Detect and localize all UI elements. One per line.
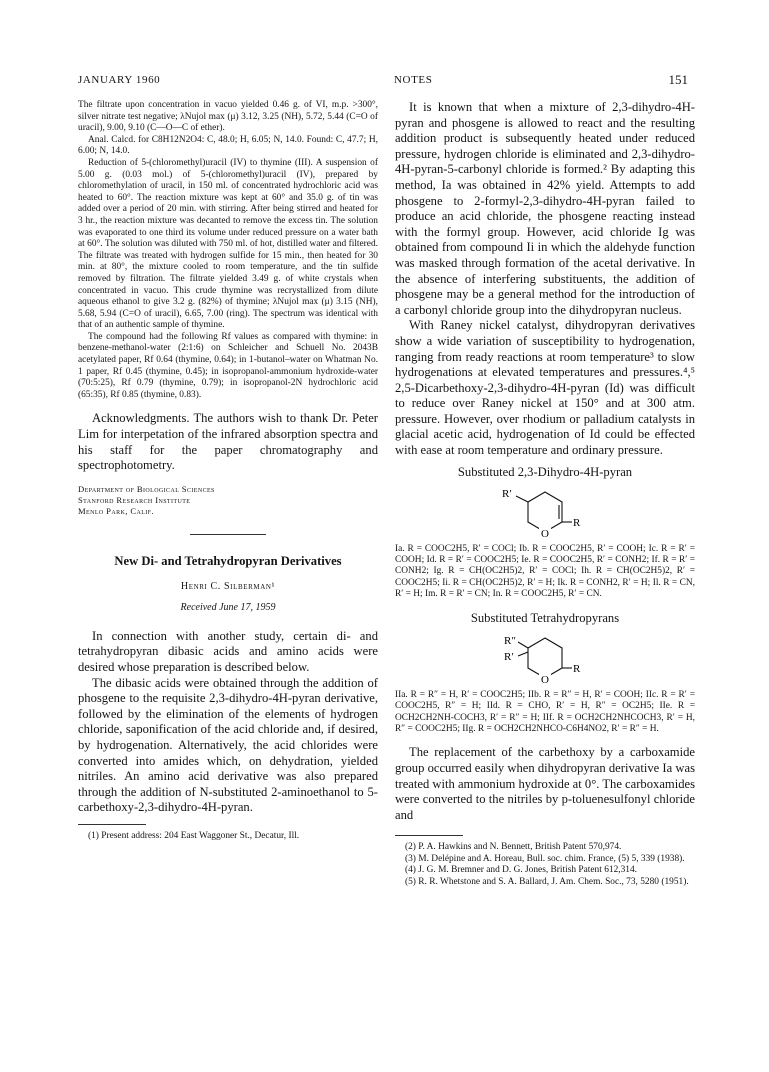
compound-definitions: IIa. R = R″ = H, R′ = COOC2H5; IIb. R = R″ = H, R′ = COOH; IIc. R = R′ = COOC2H5, R″ = H; IId. R = CHO, R′ = H, R″ = OC2H5; IIe. R = OCH2CH2NH-COCH3, R′ = R″ = H; IIf. R = OCH2CH2NHCOCH3, R′ = H, R″ = COOC2H5; IIg. R = OCH2CH2NHCO-C6H4NO2, R′ = R″ = H. <box>395 689 695 734</box>
footnote: (5) R. R. Whetstone and S. A. Ballard, J. Am. Chem. Soc., 73, 5280 (1951). <box>405 877 689 888</box>
reduction-paragraph: Reduction of 5-(chloromethyl)uracil (IV) to thymine (III). A suspension of 5.00 g. (0.03 mol.) of 5-(chloromethyl)uracil (IV), prepared by chloromethylation of uracil, in 150 ml. of concentrated hydrochloric acid was heated to 60°. The reaction mixture was kept at 60° and 35.0 g. of tin was added over a period of 20 min. with stirring. After being stirred and heated for 3 hr., the reaction mixture was decanted to remove the excess tin. The solution was evaporated to one third its volume under reduced pressure on a water bath at 60°. The solution was diluted with 750 ml. of hot, distilled water and filtered. The filtrate was treated with hydrogen sulfide for 15 min., then heated for 30 min. at 80°, the mixture cooled to room temperature, and the tin sulfide removed by filtration. The filtrate yielded 3.49 g. of white crystals when concentrated in vacuo. This crude thymine was recrystallized from dilute aqueous ethanol to give 3.2 g. (82%) of thymine; λNujol max (μ) 3.15 (NH), 5.68, 5.94 (C=O of uracil), 6.65, 7.00 (ring). The spectrum was identical with that of an authentic sample of thymine. <box>78 157 378 331</box>
substituent-label: R′ <box>504 650 514 663</box>
affiliation-line: Department of Biological Sciences <box>78 483 215 494</box>
intro-paragraph: The dibasic acids were obtained through the addition of phosgene to the requisite 2,3-dihydro-4H-pyran derivative, followed by the elimination of the elements of hydrogen chloride, saponification of the acid chloride and, if desired, by hydrogenation. Alternatively, the acid chlorides were converted into amides which, on dehydration, yielded nitriles. An amino acid derivative was also prepared through the addition of N-substituted 2-aminoethanol to 5-carbethoxy-2,3-dihydro-4H-pyran. <box>78 675 378 815</box>
figure-caption: Substituted 2,3-Dihydro-4H-pyran <box>457 464 633 479</box>
figure-caption: Substituted Tetrahydropyrans <box>470 610 620 625</box>
tetrahydropyran-structure <box>500 630 590 688</box>
prev-paragraph: The filtrate upon concentration in vacuo yielded 0.46 g. of VI, m.p. >300°, silver nitrate test negative; λNujol max (μ) 3.12, 3.25 (NH), 5.72, 5.44 (C=O of uracil), 9.00, 9.10 (C—O—C of ether). <box>78 100 378 134</box>
footnote: (2) P. A. Hawkins and N. Bennett, British Patent 570,974. <box>405 842 622 853</box>
affiliation-line: Menlo Park, Calif. <box>78 505 154 516</box>
substituent-label: R <box>573 516 581 529</box>
footnote: (1) Present address: 204 East Waggoner St., Decatur, Ill. <box>88 830 300 841</box>
body-paragraph: With Raney nickel catalyst, dihydropyran derivatives show a wide variation of susceptibility to hydrogenation, ranging from ready reactions at room temperature³ to slow hydrogenations at elevated temperatures and pressures.⁴,⁵ 2,5-Dicarbethoxy-2,3-dihydro-4H-pyran (Id) was difficult to reduce over Raney nickel at 150° and at 300 atm. pressure. However, over rhodium or palladium catalysts in glacial acetic acid, hydrogenation of Id could be effected with ease at room temperature and ordinary pressure. <box>395 318 695 458</box>
compound-definitions: Ia. R = COOC2H5, R′ = COCl; Ib. R = COOC2H5, R′ = COOH; Ic. R = R′ = COOH; Id. R = R′ = COOC2H5; Ie. R = COOC2H5, R′ = CONH2; If. R = R′ = CONH2; Ig. R = CH(OC2H5)2, R′ = COCl; Ih. R = CH(OC2H5)2, R′ = COOC2H5; Ii. R = CH(OC2H5)2, R′ = H; Ik. R = CONH2, R′ = H; Il. R = CN, R′ = H; Im. R = R′ = CN; In. R = COOC2H5, R′ = CN. <box>395 543 695 600</box>
affiliation <box>78 484 378 517</box>
body-paragraph: It is known that when a mixture of 2,3-dihydro-4H-pyran and phosgene is allowed to react and the resulting addition product is subsequently heated under reduced pressure, hydrogen chloride is eliminated and 2,3-dihydro-4H-pyran-5-carbonyl chloride is formed.² By adapting this method, Ia was obtained in 42% yield. Attempts to add phosgene to 2-formyl-2,3-dihydro-4H-pyran failed to produce an acid chloride, the phosgene reacting instead with the formyl group. However, acid chloride Ig was obtained from compound Ii in which the aldehyde function was masked through formation of the acetal derivative. In the absence of interfering substituents, the addition of phosgene may be a general method for the introduction of a carbonyl chloride group into the dihydropyran nucleus. <box>395 100 695 317</box>
page-number: 151 <box>668 72 688 87</box>
right-column <box>395 100 695 889</box>
dihydropyran-structure <box>500 484 590 542</box>
section-label: NOTES <box>394 74 433 86</box>
acknowledgments: Acknowledgments. The authors wish to thank Dr. Peter Lim for interpetation of the infrared absorption spectra and his staff for the paper chromatography and spectrophotometry. <box>78 411 378 473</box>
footnote: (3) M. Delépine and A. Horeau, Bull. soc. chim. France, (5) 5, 339 (1938). <box>405 853 685 864</box>
journal-date: JANUARY 1960 <box>78 74 161 86</box>
oxygen-label: O <box>541 673 549 686</box>
rf-paragraph: The compound had the following Rf values as compared with thymine: in benzene-methanol-water (2:1:6) on Schleicher and Schuell No. 2043B acetylated paper, Rf 0.64 (thymine, 0.64); in 1-butanol–water on Whatman No. 1 paper, Rf 0.45 (thymine, 0.45); in isopropanol-ammonium hydroxide-water (70:5:25), Rf 0.79 (thymine, 0.79); in isopropanol-2N hydrochloric acid (65:35), Rf 0.85 (thymine, 0.83). <box>78 331 378 400</box>
substituent-label: R″ <box>504 634 516 647</box>
running-header <box>78 72 688 92</box>
left-column <box>78 100 378 843</box>
section-divider <box>190 534 266 535</box>
footnote: (4) J. G. M. Bremner and D. G. Jones, British Patent 612,314. <box>405 865 638 876</box>
bond <box>518 642 528 648</box>
article-title: New Di- and Tetrahydropyran Derivatives <box>114 553 342 568</box>
experimental-continuation <box>78 100 378 401</box>
analysis-line: Anal. Calcd. for C8H12N2O4: C, 48.0; H, 6.05; N, 14.0. Found: C, 47.7; H, 6.00; N, 14.0. <box>78 134 378 157</box>
substituent-label: R <box>573 662 581 675</box>
footnote-rule <box>395 835 463 836</box>
substituent-label: R′ <box>502 487 512 500</box>
affiliation-line: Stanford Research Institute <box>78 494 191 505</box>
bond <box>518 652 528 656</box>
author-name: Henri C. Silberman¹ <box>180 580 276 592</box>
footnote-rule <box>78 824 146 825</box>
bond <box>516 496 528 502</box>
intro-paragraph: In connection with another study, certain di- and tetrahydropyran dibasic acids and amino acids were desired whose preparation is described below. <box>78 628 378 674</box>
body-paragraph: The replacement of the carbethoxy by a carboxamide group occurred easily when dihydropyran derivative Ia was treated with ammonium hydroxide at 0°. The carboxamides were converted to the nitriles by p-toluenesulfonyl chloride and <box>395 745 695 822</box>
received-date: Received June 17, 1959 <box>180 601 276 613</box>
oxygen-label: O <box>541 527 549 540</box>
